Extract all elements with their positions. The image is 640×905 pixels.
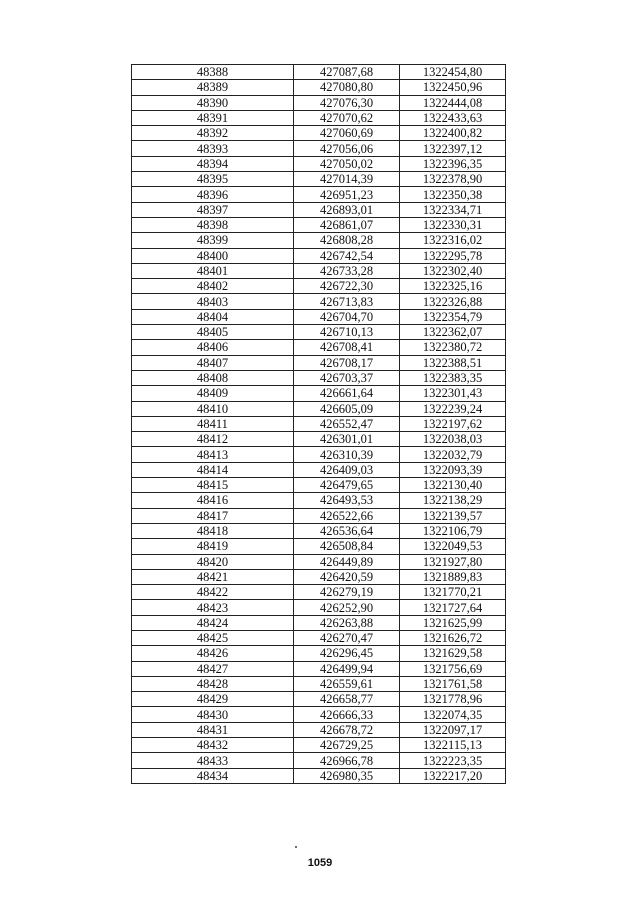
table-row bbox=[132, 707, 506, 722]
table-row bbox=[132, 569, 506, 584]
x-coordinate-cell: 426861,07 bbox=[294, 217, 400, 232]
point-id-cell: 48411 bbox=[132, 416, 294, 431]
y-coordinate-cell: 1322380,72 bbox=[400, 340, 506, 355]
point-id-cell: 48395 bbox=[132, 172, 294, 187]
x-coordinate-cell: 427050,02 bbox=[294, 156, 400, 171]
table-row bbox=[132, 386, 506, 401]
y-coordinate-cell: 1322239,24 bbox=[400, 401, 506, 416]
table-row bbox=[132, 447, 506, 462]
point-id-cell: 48399 bbox=[132, 233, 294, 248]
table-row bbox=[132, 126, 506, 141]
x-coordinate-cell: 426708,17 bbox=[294, 355, 400, 370]
x-coordinate-cell: 426704,70 bbox=[294, 309, 400, 324]
y-coordinate-cell: 1322302,40 bbox=[400, 263, 506, 278]
table-row bbox=[132, 646, 506, 661]
x-coordinate-cell: 426733,28 bbox=[294, 263, 400, 278]
table-row bbox=[132, 493, 506, 508]
point-id-cell: 48407 bbox=[132, 355, 294, 370]
y-coordinate-cell: 1322350,38 bbox=[400, 187, 506, 202]
point-id-cell: 48392 bbox=[132, 126, 294, 141]
y-coordinate-cell: 1322378,90 bbox=[400, 172, 506, 187]
x-coordinate-cell: 426493,53 bbox=[294, 493, 400, 508]
x-coordinate-cell: 426409,03 bbox=[294, 462, 400, 477]
point-id-cell: 48396 bbox=[132, 187, 294, 202]
y-coordinate-cell: 1322138,29 bbox=[400, 493, 506, 508]
x-coordinate-cell: 426661,64 bbox=[294, 386, 400, 401]
table-row bbox=[132, 110, 506, 125]
table-row bbox=[132, 370, 506, 385]
x-coordinate-cell: 426980,35 bbox=[294, 768, 400, 783]
table-row bbox=[132, 661, 506, 676]
y-coordinate-cell: 1322038,03 bbox=[400, 432, 506, 447]
table-row bbox=[132, 462, 506, 477]
x-coordinate-cell: 426713,83 bbox=[294, 294, 400, 309]
table-row bbox=[132, 202, 506, 217]
stray-dot bbox=[295, 846, 297, 848]
point-id-cell: 48412 bbox=[132, 432, 294, 447]
point-id-cell: 48406 bbox=[132, 340, 294, 355]
table-row bbox=[132, 738, 506, 753]
point-id-cell: 48426 bbox=[132, 646, 294, 661]
x-coordinate-cell: 426966,78 bbox=[294, 753, 400, 768]
y-coordinate-cell: 1321756,69 bbox=[400, 661, 506, 676]
y-coordinate-cell: 1322139,57 bbox=[400, 508, 506, 523]
table-row bbox=[132, 156, 506, 171]
y-coordinate-cell: 1322049,53 bbox=[400, 539, 506, 554]
table-row bbox=[132, 722, 506, 737]
point-id-cell: 48423 bbox=[132, 600, 294, 615]
table-row bbox=[132, 600, 506, 615]
x-coordinate-cell: 426893,01 bbox=[294, 202, 400, 217]
y-coordinate-cell: 1322396,35 bbox=[400, 156, 506, 171]
y-coordinate-cell: 1322388,51 bbox=[400, 355, 506, 370]
point-id-cell: 48417 bbox=[132, 508, 294, 523]
y-coordinate-cell: 1322433,63 bbox=[400, 110, 506, 125]
page-number: 1059 bbox=[307, 857, 333, 869]
y-coordinate-cell: 1321629,58 bbox=[400, 646, 506, 661]
point-id-cell: 48432 bbox=[132, 738, 294, 753]
table-row bbox=[132, 233, 506, 248]
point-id-cell: 48421 bbox=[132, 569, 294, 584]
point-id-cell: 48401 bbox=[132, 263, 294, 278]
table-row bbox=[132, 753, 506, 768]
y-coordinate-cell: 1322354,79 bbox=[400, 309, 506, 324]
x-coordinate-cell: 426310,39 bbox=[294, 447, 400, 462]
y-coordinate-cell: 1322217,20 bbox=[400, 768, 506, 783]
point-id-cell: 48427 bbox=[132, 661, 294, 676]
x-coordinate-cell: 426252,90 bbox=[294, 600, 400, 615]
point-id-cell: 48389 bbox=[132, 80, 294, 95]
point-id-cell: 48405 bbox=[132, 325, 294, 340]
y-coordinate-cell: 1322334,71 bbox=[400, 202, 506, 217]
y-coordinate-cell: 1322316,02 bbox=[400, 233, 506, 248]
y-coordinate-cell: 1321625,99 bbox=[400, 615, 506, 630]
table-row bbox=[132, 294, 506, 309]
x-coordinate-cell: 426296,45 bbox=[294, 646, 400, 661]
table-row bbox=[132, 217, 506, 232]
x-coordinate-cell: 426951,23 bbox=[294, 187, 400, 202]
table-row bbox=[132, 65, 506, 80]
table-row bbox=[132, 263, 506, 278]
x-coordinate-cell: 426499,94 bbox=[294, 661, 400, 676]
table-row bbox=[132, 355, 506, 370]
point-id-cell: 48425 bbox=[132, 630, 294, 645]
table-row bbox=[132, 432, 506, 447]
point-id-cell: 48424 bbox=[132, 615, 294, 630]
point-id-cell: 48390 bbox=[132, 95, 294, 110]
y-coordinate-cell: 1322097,17 bbox=[400, 722, 506, 737]
y-coordinate-cell: 1322397,12 bbox=[400, 141, 506, 156]
table-row bbox=[132, 401, 506, 416]
coordinates-table-body bbox=[132, 65, 506, 784]
table-row bbox=[132, 325, 506, 340]
table-row bbox=[132, 172, 506, 187]
y-coordinate-cell: 1322325,16 bbox=[400, 279, 506, 294]
x-coordinate-cell: 427080,80 bbox=[294, 80, 400, 95]
point-id-cell: 48409 bbox=[132, 386, 294, 401]
x-coordinate-cell: 426508,84 bbox=[294, 539, 400, 554]
point-id-cell: 48416 bbox=[132, 493, 294, 508]
coordinates-table bbox=[131, 64, 506, 784]
point-id-cell: 48402 bbox=[132, 279, 294, 294]
x-coordinate-cell: 427060,69 bbox=[294, 126, 400, 141]
x-coordinate-cell: 426658,77 bbox=[294, 692, 400, 707]
y-coordinate-cell: 1321727,64 bbox=[400, 600, 506, 615]
y-coordinate-cell: 1322362,07 bbox=[400, 325, 506, 340]
x-coordinate-cell: 426729,25 bbox=[294, 738, 400, 753]
table-row bbox=[132, 279, 506, 294]
y-coordinate-cell: 1322032,79 bbox=[400, 447, 506, 462]
y-coordinate-cell: 1321770,21 bbox=[400, 585, 506, 600]
point-id-cell: 48391 bbox=[132, 110, 294, 125]
x-coordinate-cell: 427087,68 bbox=[294, 65, 400, 80]
x-coordinate-cell: 426522,66 bbox=[294, 508, 400, 523]
y-coordinate-cell: 1322115,13 bbox=[400, 738, 506, 753]
y-coordinate-cell: 1322130,40 bbox=[400, 478, 506, 493]
y-coordinate-cell: 1322400,82 bbox=[400, 126, 506, 141]
table-row bbox=[132, 768, 506, 783]
point-id-cell: 48429 bbox=[132, 692, 294, 707]
y-coordinate-cell: 1322295,78 bbox=[400, 248, 506, 263]
table-row bbox=[132, 340, 506, 355]
x-coordinate-cell: 427014,39 bbox=[294, 172, 400, 187]
table-row bbox=[132, 539, 506, 554]
table-row bbox=[132, 248, 506, 263]
x-coordinate-cell: 426420,59 bbox=[294, 569, 400, 584]
point-id-cell: 48397 bbox=[132, 202, 294, 217]
y-coordinate-cell: 1322074,35 bbox=[400, 707, 506, 722]
point-id-cell: 48428 bbox=[132, 676, 294, 691]
table-row bbox=[132, 523, 506, 538]
x-coordinate-cell: 426742,54 bbox=[294, 248, 400, 263]
point-id-cell: 48394 bbox=[132, 156, 294, 171]
table-row bbox=[132, 554, 506, 569]
x-coordinate-cell: 426559,61 bbox=[294, 676, 400, 691]
x-coordinate-cell: 426449,89 bbox=[294, 554, 400, 569]
table-row bbox=[132, 95, 506, 110]
point-id-cell: 48431 bbox=[132, 722, 294, 737]
y-coordinate-cell: 1321626,72 bbox=[400, 630, 506, 645]
y-coordinate-cell: 1322450,96 bbox=[400, 80, 506, 95]
table-row bbox=[132, 630, 506, 645]
point-id-cell: 48393 bbox=[132, 141, 294, 156]
y-coordinate-cell: 1322330,31 bbox=[400, 217, 506, 232]
point-id-cell: 48404 bbox=[132, 309, 294, 324]
point-id-cell: 48400 bbox=[132, 248, 294, 263]
table-row bbox=[132, 585, 506, 600]
point-id-cell: 48403 bbox=[132, 294, 294, 309]
point-id-cell: 48408 bbox=[132, 370, 294, 385]
table-row bbox=[132, 692, 506, 707]
x-coordinate-cell: 426263,88 bbox=[294, 615, 400, 630]
x-coordinate-cell: 426279,19 bbox=[294, 585, 400, 600]
point-id-cell: 48398 bbox=[132, 217, 294, 232]
y-coordinate-cell: 1322383,35 bbox=[400, 370, 506, 385]
x-coordinate-cell: 426710,13 bbox=[294, 325, 400, 340]
table-row bbox=[132, 80, 506, 95]
point-id-cell: 48420 bbox=[132, 554, 294, 569]
point-id-cell: 48418 bbox=[132, 523, 294, 538]
point-id-cell: 48414 bbox=[132, 462, 294, 477]
x-coordinate-cell: 427076,30 bbox=[294, 95, 400, 110]
x-coordinate-cell: 427056,06 bbox=[294, 141, 400, 156]
x-coordinate-cell: 426678,72 bbox=[294, 722, 400, 737]
y-coordinate-cell: 1322106,79 bbox=[400, 523, 506, 538]
table-row bbox=[132, 676, 506, 691]
point-id-cell: 48422 bbox=[132, 585, 294, 600]
y-coordinate-cell: 1322301,43 bbox=[400, 386, 506, 401]
x-coordinate-cell: 426708,41 bbox=[294, 340, 400, 355]
point-id-cell: 48433 bbox=[132, 753, 294, 768]
point-id-cell: 48430 bbox=[132, 707, 294, 722]
point-id-cell: 48434 bbox=[132, 768, 294, 783]
point-id-cell: 48413 bbox=[132, 447, 294, 462]
table-row bbox=[132, 478, 506, 493]
x-coordinate-cell: 427070,62 bbox=[294, 110, 400, 125]
x-coordinate-cell: 426479,65 bbox=[294, 478, 400, 493]
y-coordinate-cell: 1322197,62 bbox=[400, 416, 506, 431]
y-coordinate-cell: 1322223,35 bbox=[400, 753, 506, 768]
y-coordinate-cell: 1322093,39 bbox=[400, 462, 506, 477]
y-coordinate-cell: 1321778,96 bbox=[400, 692, 506, 707]
point-id-cell: 48410 bbox=[132, 401, 294, 416]
table-row bbox=[132, 309, 506, 324]
y-coordinate-cell: 1322444,08 bbox=[400, 95, 506, 110]
x-coordinate-cell: 426605,09 bbox=[294, 401, 400, 416]
y-coordinate-cell: 1321927,80 bbox=[400, 554, 506, 569]
x-coordinate-cell: 426270,47 bbox=[294, 630, 400, 645]
table-row bbox=[132, 141, 506, 156]
x-coordinate-cell: 426722,30 bbox=[294, 279, 400, 294]
x-coordinate-cell: 426808,28 bbox=[294, 233, 400, 248]
x-coordinate-cell: 426536,64 bbox=[294, 523, 400, 538]
x-coordinate-cell: 426703,37 bbox=[294, 370, 400, 385]
table-row bbox=[132, 508, 506, 523]
y-coordinate-cell: 1322454,80 bbox=[400, 65, 506, 80]
table-row bbox=[132, 187, 506, 202]
x-coordinate-cell: 426301,01 bbox=[294, 432, 400, 447]
table-row bbox=[132, 416, 506, 431]
x-coordinate-cell: 426666,33 bbox=[294, 707, 400, 722]
point-id-cell: 48415 bbox=[132, 478, 294, 493]
y-coordinate-cell: 1321889,83 bbox=[400, 569, 506, 584]
table-row bbox=[132, 615, 506, 630]
x-coordinate-cell: 426552,47 bbox=[294, 416, 400, 431]
y-coordinate-cell: 1321761,58 bbox=[400, 676, 506, 691]
y-coordinate-cell: 1322326,88 bbox=[400, 294, 506, 309]
point-id-cell: 48388 bbox=[132, 65, 294, 80]
point-id-cell: 48419 bbox=[132, 539, 294, 554]
